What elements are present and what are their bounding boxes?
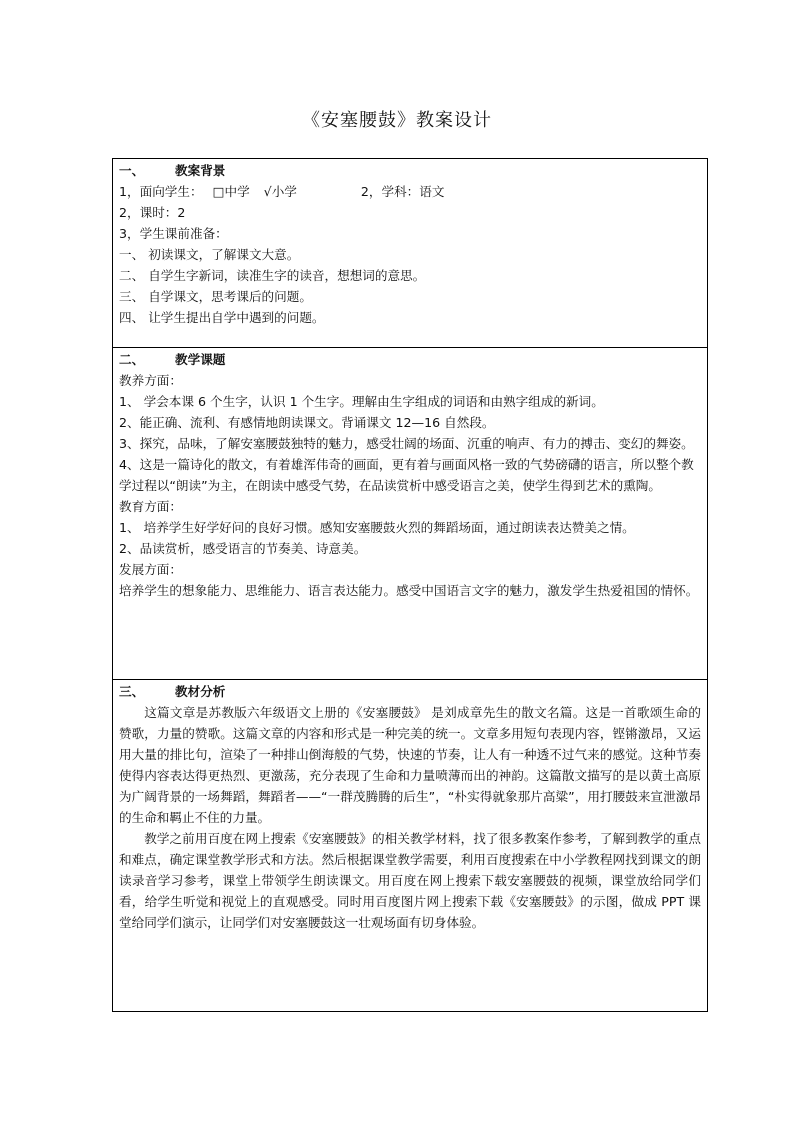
document-title: 《安塞腰鼓》教案设计 [302, 110, 492, 131]
section-number: 三、 [119, 684, 145, 699]
subject-label: 2，学科：语文 [360, 184, 445, 199]
prep-item: 三、 自学课文，思考课后的问题。 [119, 289, 312, 304]
goal-item: 2、能正确、流利、有感情地朗读课文。背诵课文 12—16 自然段。 [119, 415, 495, 430]
prep-item: 一、 初读课文，了解课文大意。 [119, 247, 300, 262]
goal-paragraph: 培养学生的想象能力、思维能力、语言表达能力。感受中国语言文字的魅力，激发学生热爱祖国的情怀。 [119, 583, 699, 598]
section-material-analysis [113, 679, 707, 1013]
aspect-label: 教育方面： [119, 499, 182, 514]
prep-item: 二、 自学生字新词，读准生字的读音，想想词的意思。 [119, 268, 426, 283]
section-title: 教案背景 [175, 163, 226, 178]
option-middle-school: □中学 [212, 184, 250, 199]
prep-label: 3，学生课前准备： [119, 226, 228, 241]
section-heading [119, 160, 701, 181]
analysis-paragraph: 这篇文章是苏教版六年级语文上册的《安塞腰鼓》 是刘成章先生的散文名篇。这是一首歌颂生命的赞歌，力量的赞歌。这篇文章的内容和形式是一种完美的统一。文章多用短句表现内容，铿锵激昂，又运用大量的排比句，渲染了一种排山倒海般的气势，快速的节奏，让人有一种透不过气来的感觉。这种节奏使得内容表达得更热烈、更激荡，充分表现了生命和力量喷薄而出的神韵。这篇散文描写的是以黄土高原为广阔背景的一场舞蹈，舞蹈者——“一群茂腾腾的后生”，“朴实得就象那片高粱”，用打腰鼓来宣泄激昂的生命和羁止不住的力量。 [119, 705, 701, 825]
section-title: 教材分析 [175, 684, 226, 699]
lesson-plan-table [112, 158, 708, 1012]
option-primary-school: √小学 [263, 184, 297, 199]
goal-item: 4、这是一篇诗化的散文，有着雄浑伟奇的画面，更有着与画面风格一致的气势磅礴的语言，所以整个教学过程以“朗读”为主，在朗读中感受气势，在品读赏析中感受语言之美，使学生得到艺术的熏陶。 [119, 457, 694, 493]
hours-line: 2，课时：2 [119, 205, 186, 220]
prep-item: 四、 让学生提出自学中遇到的问题。 [119, 310, 325, 325]
goal-item: 3、探究，品味，了解安塞腰鼓独特的魅力，感受壮阔的场面、沉重的响声、有力的搏击、变幻的舞姿。 [119, 436, 694, 451]
section-number: 一、 [119, 163, 145, 178]
section-heading [119, 349, 701, 370]
analysis-paragraph: 教学之前用百度在网上搜索《安塞腰鼓》的相关教学材料，找了很多教案作参考，了解到教学的重点和难点，确定课堂教学形式和方法。然后根据课堂教学需要，利用百度搜索在中小学教程网找到课文的朗读录音学习参考，课堂上带领学生朗读课文。用百度在网上搜索下载安塞腰鼓的视频，课堂放给同学们看，给学生听觉和视觉上的直观感受。同时用百度图片网上搜索下载《安塞腰鼓》的示图，做成 PPT 课堂给同学们演示，让同学们对安塞腰鼓这一壮观场面有切身体验。 [119, 831, 701, 930]
aspect-label: 发展方面： [119, 562, 182, 577]
section-heading [119, 681, 701, 702]
section-number: 二、 [119, 352, 145, 367]
aspect-label: 教养方面： [119, 373, 182, 388]
audience-label: 1，面向学生： [119, 184, 203, 199]
section-topic [113, 347, 707, 679]
goal-item: 2、品读赏析，感受语言的节奏美、诗意美。 [119, 541, 367, 556]
goal-item: 1、 培养学生好学好问的良好习惯。感知安塞腰鼓火烈的舞蹈场面，通过朗读表达赞美之情。 [119, 520, 635, 535]
section-background [113, 159, 707, 347]
section-title: 教学课题 [175, 352, 226, 367]
audience-row [119, 181, 701, 202]
goal-item: 1、 学会本课 6 个生字，认识 1 个生字。理解由生字组成的词语和由熟字组成的新词。 [119, 394, 604, 409]
